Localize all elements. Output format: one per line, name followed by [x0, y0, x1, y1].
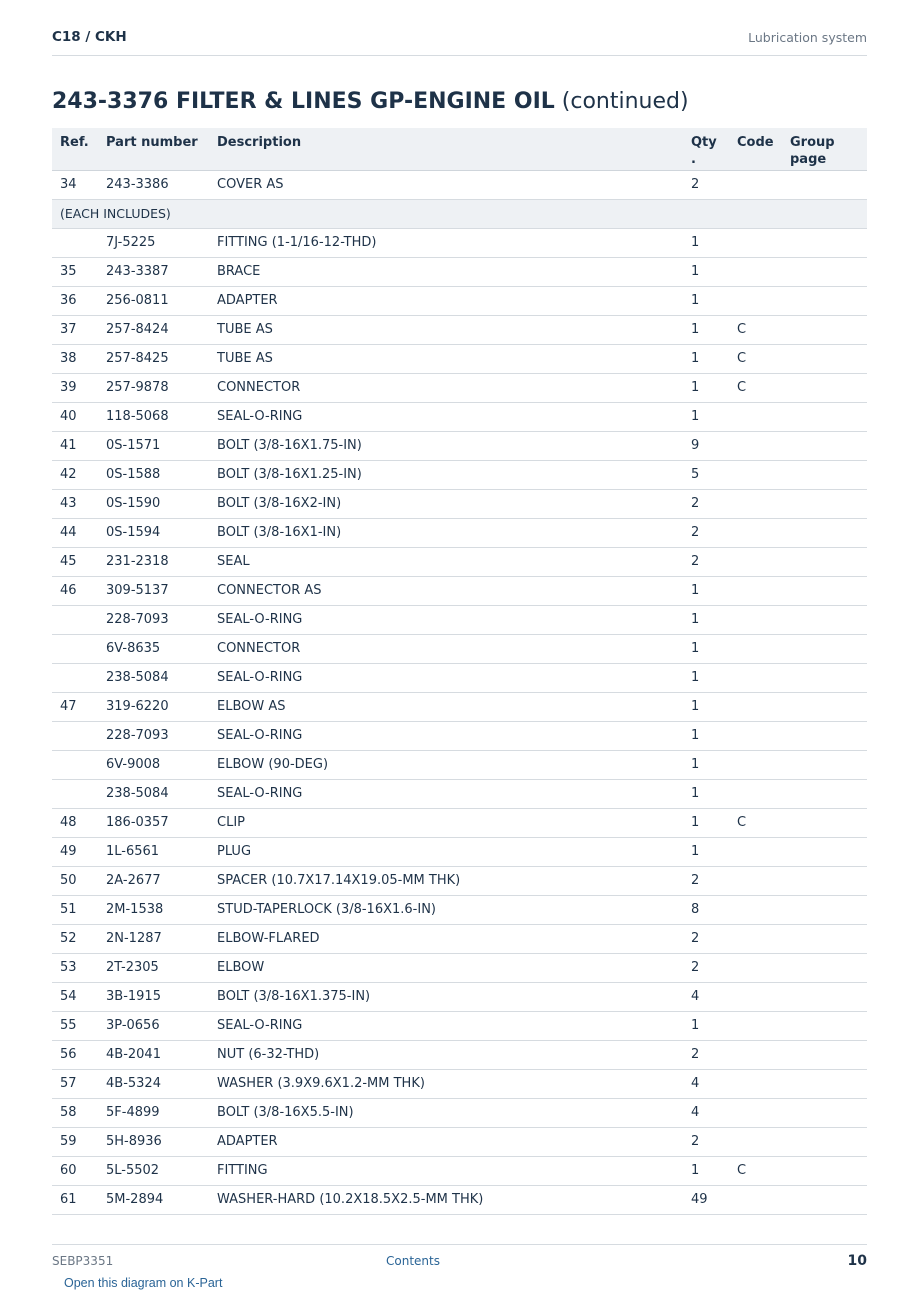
qty-cell: 1 [683, 721, 729, 750]
ref-cell: 61 [52, 1185, 98, 1214]
qty-cell: 2 [683, 866, 729, 895]
description-cell: NUT (6-32-THD) [209, 1040, 683, 1069]
code-cell: C [729, 373, 782, 402]
group-page-cell [782, 1098, 867, 1127]
table-note-row [52, 199, 867, 228]
group-page-cell [782, 460, 867, 489]
table-row [52, 895, 867, 924]
description-cell: FITTING (1-1/16-12-THD) [209, 228, 683, 257]
qty-cell: 2 [683, 547, 729, 576]
group-page-cell [782, 750, 867, 779]
code-cell [729, 547, 782, 576]
description-cell: CONNECTOR [209, 634, 683, 663]
qty-cell: 1 [683, 576, 729, 605]
description-cell: PLUG [209, 837, 683, 866]
group-page-cell [782, 866, 867, 895]
qty-cell: 2 [683, 170, 729, 199]
group-page-cell [782, 547, 867, 576]
part-number-cell: 309-5137 [98, 576, 209, 605]
col-header-ref: Ref. [52, 128, 98, 170]
part-number-cell: 243-3386 [98, 170, 209, 199]
code-cell [729, 1185, 782, 1214]
ref-cell: 54 [52, 982, 98, 1011]
part-number-cell: 6V-9008 [98, 750, 209, 779]
group-page-cell [782, 431, 867, 460]
qty-cell: 1 [683, 750, 729, 779]
ref-cell [52, 663, 98, 692]
description-cell: SEAL-O-RING [209, 663, 683, 692]
description-cell: WASHER-HARD (10.2X18.5X2.5-MM THK) [209, 1185, 683, 1214]
group-page-cell [782, 315, 867, 344]
title-main: 243-3376 FILTER & LINES GP-ENGINE OIL [52, 89, 555, 114]
table-row [52, 837, 867, 866]
part-number-cell: 238-5084 [98, 779, 209, 808]
qty-cell: 1 [683, 373, 729, 402]
table-row [52, 257, 867, 286]
model-label: C18 / CKH [52, 29, 127, 45]
col-header-part-number: Part number [98, 128, 209, 170]
ref-cell: 55 [52, 1011, 98, 1040]
part-number-cell: 2N-1287 [98, 924, 209, 953]
page-number: 10 [847, 1253, 867, 1269]
qty-cell: 1 [683, 605, 729, 634]
table-row [52, 286, 867, 315]
code-cell [729, 779, 782, 808]
code-cell: C [729, 808, 782, 837]
group-page-cell [782, 1156, 867, 1185]
description-cell: SEAL-O-RING [209, 605, 683, 634]
part-number-cell: 231-2318 [98, 547, 209, 576]
table-row [52, 547, 867, 576]
ref-cell [52, 721, 98, 750]
table-row [52, 866, 867, 895]
part-number-cell: 228-7093 [98, 605, 209, 634]
code-cell [729, 750, 782, 779]
group-page-cell [782, 634, 867, 663]
table-row [52, 1098, 867, 1127]
ref-cell [52, 605, 98, 634]
qty-cell: 1 [683, 634, 729, 663]
ref-cell: 46 [52, 576, 98, 605]
group-page-cell [782, 692, 867, 721]
table-row [52, 1127, 867, 1156]
col-header-code: Code [729, 128, 782, 170]
ref-cell: 53 [52, 953, 98, 982]
code-cell [729, 924, 782, 953]
table-row [52, 431, 867, 460]
ref-cell: 52 [52, 924, 98, 953]
qty-cell: 1 [683, 837, 729, 866]
group-page-cell [782, 663, 867, 692]
table-row [52, 576, 867, 605]
document-id: SEBP3351 [52, 1254, 114, 1268]
part-number-cell: 5H-8936 [98, 1127, 209, 1156]
qty-cell: 8 [683, 895, 729, 924]
ref-cell: 35 [52, 257, 98, 286]
description-cell: SEAL-O-RING [209, 402, 683, 431]
part-number-cell: 0S-1594 [98, 518, 209, 547]
table-row [52, 344, 867, 373]
part-number-cell: 0S-1588 [98, 460, 209, 489]
group-page-cell [782, 1185, 867, 1214]
code-cell [729, 170, 782, 199]
qty-cell: 2 [683, 489, 729, 518]
code-cell [729, 721, 782, 750]
part-number-cell: 2T-2305 [98, 953, 209, 982]
qty-cell: 49 [683, 1185, 729, 1214]
description-cell: ELBOW-FLARED [209, 924, 683, 953]
table-row [52, 953, 867, 982]
code-cell [729, 1127, 782, 1156]
ref-cell: 60 [52, 1156, 98, 1185]
description-cell: TUBE AS [209, 344, 683, 373]
table-row [52, 924, 867, 953]
code-cell [729, 286, 782, 315]
open-diagram-link[interactable]: Open this diagram on K-Part [64, 1276, 223, 1290]
group-page-cell [782, 1040, 867, 1069]
description-cell: ELBOW [209, 953, 683, 982]
ref-cell: 47 [52, 692, 98, 721]
description-cell: FITTING [209, 1156, 683, 1185]
part-number-cell: 5M-2894 [98, 1185, 209, 1214]
code-cell: C [729, 1156, 782, 1185]
code-cell [729, 1069, 782, 1098]
part-number-cell: 4B-2041 [98, 1040, 209, 1069]
code-cell [729, 402, 782, 431]
part-number-cell: 238-5084 [98, 663, 209, 692]
ref-cell: 49 [52, 837, 98, 866]
col-header-description: Description [209, 128, 683, 170]
ref-cell: 57 [52, 1069, 98, 1098]
qty-cell: 1 [683, 402, 729, 431]
ref-cell: 50 [52, 866, 98, 895]
code-cell [729, 518, 782, 547]
part-number-cell: 3B-1915 [98, 982, 209, 1011]
code-cell [729, 460, 782, 489]
table-row [52, 692, 867, 721]
description-cell: SEAL-O-RING [209, 1011, 683, 1040]
qty-cell: 4 [683, 1069, 729, 1098]
page-footer [52, 1244, 867, 1275]
description-cell: COVER AS [209, 170, 683, 199]
part-number-cell: 118-5068 [98, 402, 209, 431]
qty-cell: 1 [683, 692, 729, 721]
description-cell: ADAPTER [209, 1127, 683, 1156]
table-row [52, 750, 867, 779]
description-cell: CONNECTOR [209, 373, 683, 402]
part-number-cell: 3P-0656 [98, 1011, 209, 1040]
ref-cell: 48 [52, 808, 98, 837]
ref-cell [52, 228, 98, 257]
ref-cell: 58 [52, 1098, 98, 1127]
group-page-cell [782, 402, 867, 431]
table-row [52, 402, 867, 431]
table-row [52, 170, 867, 199]
ref-cell [52, 634, 98, 663]
description-cell: ADAPTER [209, 286, 683, 315]
ref-cell: 37 [52, 315, 98, 344]
qty-cell: 4 [683, 1098, 729, 1127]
ref-cell: 42 [52, 460, 98, 489]
qty-cell: 1 [683, 663, 729, 692]
description-cell: SEAL-O-RING [209, 721, 683, 750]
qty-cell: 1 [683, 1011, 729, 1040]
description-cell: WASHER (3.9X9.6X1.2-MM THK) [209, 1069, 683, 1098]
code-cell [729, 895, 782, 924]
table-header-row [52, 128, 867, 170]
table-row [52, 1011, 867, 1040]
description-cell: BRACE [209, 257, 683, 286]
description-cell: ELBOW AS [209, 692, 683, 721]
code-cell [729, 1011, 782, 1040]
page-title [52, 89, 689, 114]
ref-cell: 38 [52, 344, 98, 373]
group-page-cell [782, 286, 867, 315]
description-cell: BOLT (3/8-16X5.5-IN) [209, 1098, 683, 1127]
description-cell: TUBE AS [209, 315, 683, 344]
description-cell: STUD-TAPERLOCK (3/8-16X1.6-IN) [209, 895, 683, 924]
part-number-cell: 5F-4899 [98, 1098, 209, 1127]
group-page-cell [782, 779, 867, 808]
table-row [52, 518, 867, 547]
group-page-cell [782, 228, 867, 257]
code-cell: C [729, 315, 782, 344]
group-page-cell [782, 721, 867, 750]
qty-cell: 1 [683, 286, 729, 315]
description-cell: BOLT (3/8-16X1.375-IN) [209, 982, 683, 1011]
part-number-cell: 228-7093 [98, 721, 209, 750]
ref-cell: 34 [52, 170, 98, 199]
parts-table [52, 128, 867, 1215]
qty-cell: 2 [683, 1040, 729, 1069]
qty-cell: 2 [683, 924, 729, 953]
code-cell: C [729, 344, 782, 373]
part-number-cell: 4B-5324 [98, 1069, 209, 1098]
ref-cell: 56 [52, 1040, 98, 1069]
qty-cell: 2 [683, 1127, 729, 1156]
group-page-cell [782, 373, 867, 402]
qty-cell: 1 [683, 779, 729, 808]
description-cell: SEAL-O-RING [209, 779, 683, 808]
contents-link[interactable]: Contents [386, 1254, 440, 1268]
ref-cell: 36 [52, 286, 98, 315]
qty-cell: 1 [683, 228, 729, 257]
table-row [52, 1185, 867, 1214]
part-number-cell: 186-0357 [98, 808, 209, 837]
code-cell [729, 1040, 782, 1069]
note-cell: (EACH INCLUDES) [52, 199, 867, 228]
description-cell: BOLT (3/8-16X2-IN) [209, 489, 683, 518]
qty-cell: 2 [683, 518, 729, 547]
ref-cell: 51 [52, 895, 98, 924]
code-cell [729, 953, 782, 982]
part-number-cell: 256-0811 [98, 286, 209, 315]
table-row [52, 721, 867, 750]
group-page-cell [782, 953, 867, 982]
description-cell: BOLT (3/8-16X1-IN) [209, 518, 683, 547]
part-number-cell: 2M-1538 [98, 895, 209, 924]
part-number-cell: 257-8424 [98, 315, 209, 344]
code-cell [729, 692, 782, 721]
ref-cell [52, 750, 98, 779]
code-cell [729, 431, 782, 460]
table-row [52, 779, 867, 808]
qty-cell: 2 [683, 953, 729, 982]
group-page-cell [782, 1127, 867, 1156]
code-cell [729, 257, 782, 286]
ref-cell [52, 779, 98, 808]
parts-table-body [52, 170, 867, 1214]
section-name: Lubrication system [748, 30, 867, 45]
code-cell [729, 866, 782, 895]
table-row [52, 605, 867, 634]
table-row [52, 634, 867, 663]
table-row [52, 1069, 867, 1098]
ref-cell: 41 [52, 431, 98, 460]
qty-cell: 4 [683, 982, 729, 1011]
group-page-cell [782, 489, 867, 518]
qty-cell: 5 [683, 460, 729, 489]
qty-cell: 1 [683, 1156, 729, 1185]
code-cell [729, 605, 782, 634]
ref-cell: 39 [52, 373, 98, 402]
group-page-cell [782, 895, 867, 924]
group-page-cell [782, 576, 867, 605]
table-row [52, 373, 867, 402]
group-page-cell [782, 982, 867, 1011]
part-number-cell: 0S-1571 [98, 431, 209, 460]
description-cell: SEAL [209, 547, 683, 576]
table-row [52, 228, 867, 257]
part-number-cell: 2A-2677 [98, 866, 209, 895]
group-page-cell [782, 1069, 867, 1098]
table-row [52, 489, 867, 518]
ref-cell: 59 [52, 1127, 98, 1156]
part-number-cell: 1L-6561 [98, 837, 209, 866]
code-cell [729, 1098, 782, 1127]
group-page-cell [782, 605, 867, 634]
group-page-cell [782, 170, 867, 199]
group-page-cell [782, 344, 867, 373]
table-row [52, 315, 867, 344]
table-row [52, 1040, 867, 1069]
qty-cell: 1 [683, 315, 729, 344]
qty-cell: 9 [683, 431, 729, 460]
code-cell [729, 634, 782, 663]
group-page-cell [782, 924, 867, 953]
part-number-cell: 243-3387 [98, 257, 209, 286]
part-number-cell: 0S-1590 [98, 489, 209, 518]
code-cell [729, 982, 782, 1011]
qty-cell: 1 [683, 344, 729, 373]
table-row [52, 663, 867, 692]
part-number-cell: 7J-5225 [98, 228, 209, 257]
group-page-cell [782, 808, 867, 837]
qty-cell: 1 [683, 257, 729, 286]
title-suffix: (continued) [561, 89, 689, 114]
part-number-cell: 5L-5502 [98, 1156, 209, 1185]
group-page-cell [782, 257, 867, 286]
part-number-cell: 257-8425 [98, 344, 209, 373]
description-cell: SPACER (10.7X17.14X19.05-MM THK) [209, 866, 683, 895]
col-header-qty: Qty . [683, 128, 729, 170]
col-header-group-page: Group page [782, 128, 867, 170]
ref-cell: 45 [52, 547, 98, 576]
table-row [52, 1156, 867, 1185]
table-row [52, 982, 867, 1011]
part-number-cell: 257-9878 [98, 373, 209, 402]
part-number-cell: 319-6220 [98, 692, 209, 721]
group-page-cell [782, 837, 867, 866]
description-cell: BOLT (3/8-16X1.25-IN) [209, 460, 683, 489]
group-page-cell [782, 518, 867, 547]
table-row [52, 460, 867, 489]
code-cell [729, 837, 782, 866]
page-header [52, 28, 867, 56]
part-number-cell: 6V-8635 [98, 634, 209, 663]
group-page-cell [782, 1011, 867, 1040]
code-cell [729, 228, 782, 257]
description-cell: CONNECTOR AS [209, 576, 683, 605]
ref-cell: 43 [52, 489, 98, 518]
ref-cell: 40 [52, 402, 98, 431]
code-cell [729, 576, 782, 605]
table-row [52, 808, 867, 837]
code-cell [729, 489, 782, 518]
qty-cell: 1 [683, 808, 729, 837]
description-cell: ELBOW (90-DEG) [209, 750, 683, 779]
description-cell: CLIP [209, 808, 683, 837]
ref-cell: 44 [52, 518, 98, 547]
code-cell [729, 663, 782, 692]
description-cell: BOLT (3/8-16X1.75-IN) [209, 431, 683, 460]
